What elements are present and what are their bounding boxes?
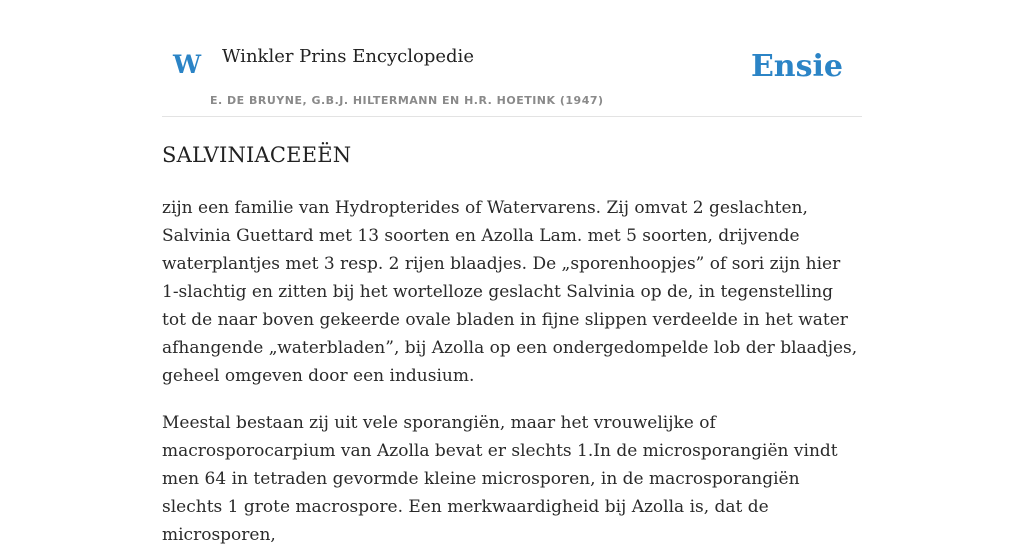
entry-paragraph: zijn een familie van Hydropterides of Watervarens. Zij omvat 2 geslachten, Salvinia Guettard met 13 soorten en Azolla Lam. met 5 soorten, drijvende waterplantjes met 3 resp. 2 rijen blaadjes. De „sporenhoopjes” of sori zijn hier 1-slachtig en zitten bij het wortelloze geslacht Salvinia op de, in tegenstelling tot de naar boven gekeerde ovale bladen in fijne slippen verdeelde in het water afhangende „waterbladen”, bij Azolla op een ondergedompelde lob der blaadjes, geheel omgeven door een indusium. — [162, 198, 858, 387]
ensie-brand-logo[interactable]: Ensie — [750, 49, 843, 84]
publication-authors: E. DE BRUYNE, G.B.J. HILTERMANN EN H.R. HOETINK (1947) — [210, 94, 604, 107]
source-header — [162, 0, 862, 117]
publication-title[interactable]: Winkler Prins Encyclopedie — [222, 46, 474, 67]
article-page — [162, 0, 862, 549]
entry-paragraph: Meestal bestaan zij uit vele sporangiën, maar het vrouwelijke of macrosporocarpium van Azolla bevat er slechts 1.In de microsporangiën vindt men 64 in tetraden gevormde kleine microsporen, in de macrosporangiën slechts 1 grote macrospore. Een merkwaardigheid bij Azolla is, dat de microsporen, — [162, 413, 838, 546]
entry-title: SALVINIACEEËN — [162, 143, 352, 167]
encyclopedia-logo[interactable]: W — [173, 50, 202, 79]
